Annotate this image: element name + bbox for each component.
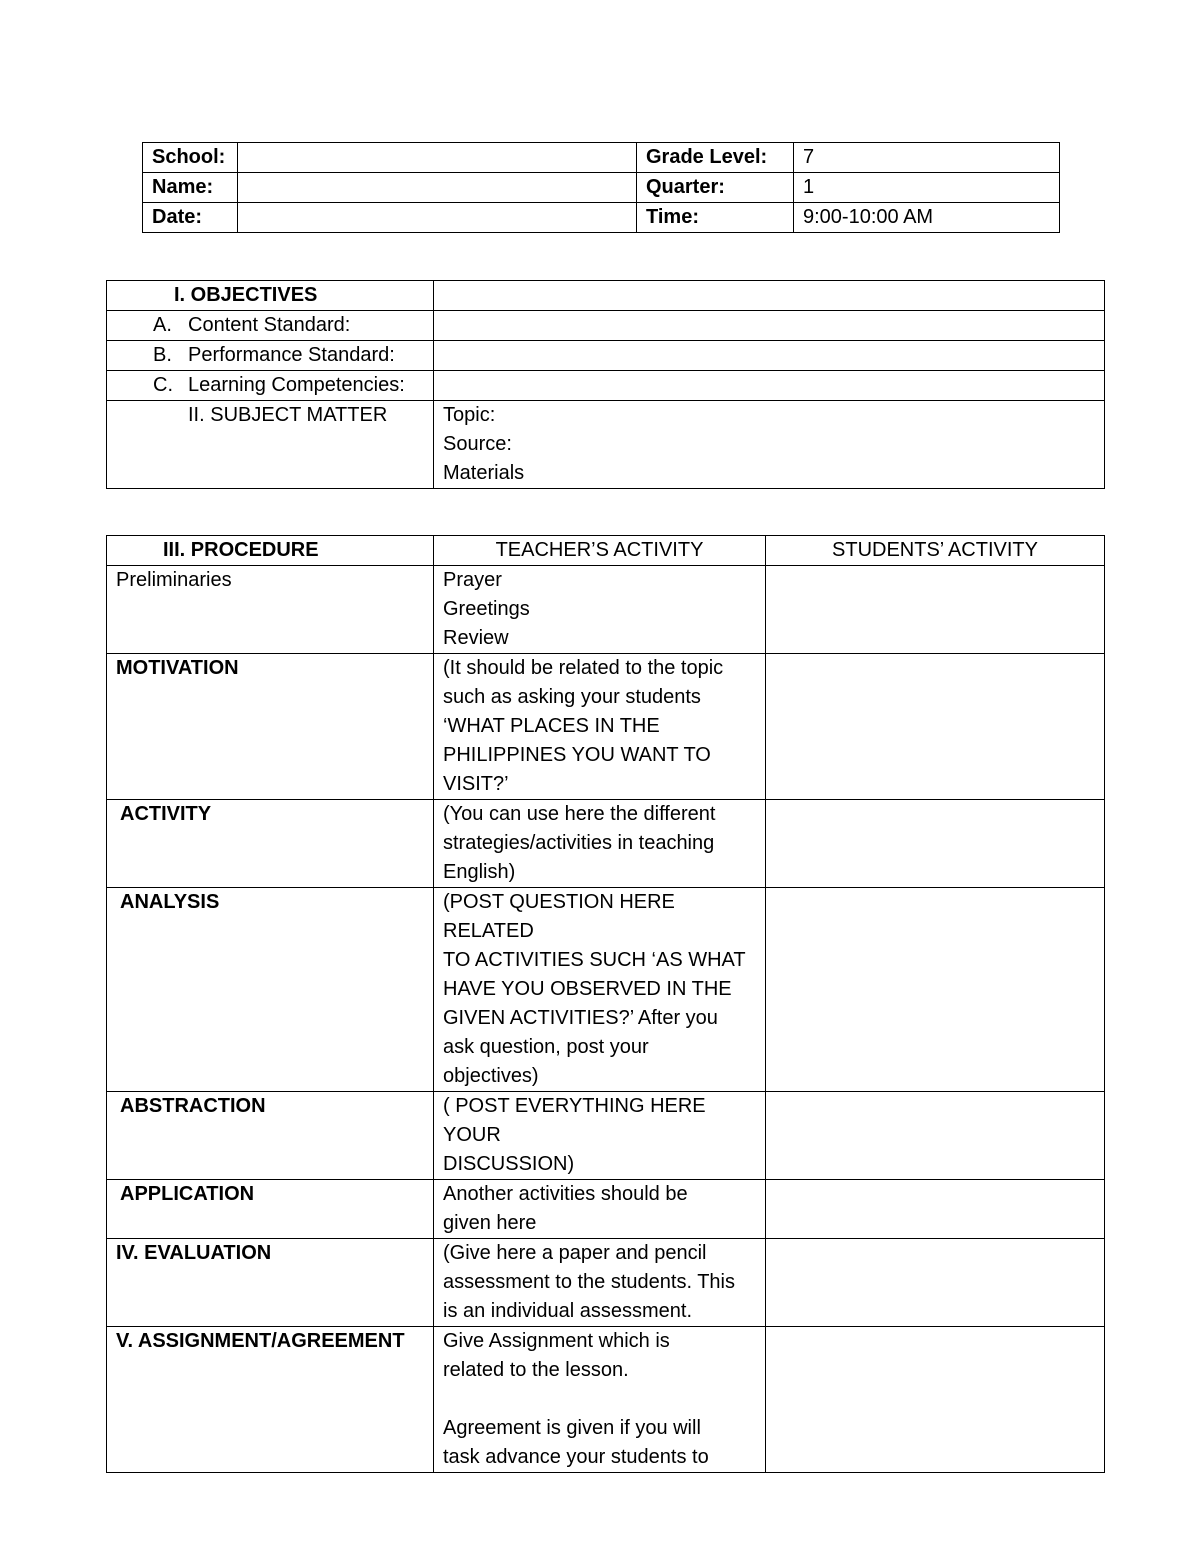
- teacher-activity-line: Agreement is given if you will: [443, 1417, 701, 1439]
- procedure-row: [107, 888, 1105, 1092]
- teacher-activity-line: English): [443, 861, 516, 883]
- students-activity-cell: [766, 888, 1105, 1092]
- teacher-activity-line: (POST QUESTION HERE RELATED: [443, 891, 675, 942]
- procedure-row: [107, 1239, 1105, 1327]
- quarter-label: Quarter:: [637, 173, 794, 203]
- objective-label: Content Standard:: [188, 314, 351, 336]
- subject-source: Source:: [443, 433, 512, 455]
- students-activity-cell: [766, 654, 1105, 800]
- procedure-row: [107, 1327, 1105, 1473]
- teacher-activity-col-header: TEACHER’S ACTIVITY: [434, 536, 766, 566]
- teacher-activity-line: strategies/activities in teaching: [443, 832, 715, 854]
- objective-row: [107, 341, 1105, 371]
- teacher-activity-cell: [434, 654, 766, 800]
- teacher-activity-line: ask question, post your: [443, 1036, 649, 1058]
- procedure-stage: ABSTRACTION: [120, 1095, 266, 1117]
- students-activity-col-header: STUDENTS’ ACTIVITY: [766, 536, 1105, 566]
- teacher-activity-cell: [434, 1327, 766, 1473]
- grade-level-label: Grade Level:: [637, 143, 794, 173]
- teacher-activity-line: such as asking your students: [443, 686, 701, 708]
- teacher-activity-line: is an individual assessment.: [443, 1300, 693, 1322]
- procedure-row: [107, 654, 1105, 800]
- header-row-date: [143, 203, 1060, 233]
- teacher-activity-line: ( POST EVERYTHING HERE YOUR: [443, 1095, 706, 1146]
- objective-letter: B.: [153, 344, 172, 366]
- teacher-activity-cell: [434, 1180, 766, 1239]
- teacher-activity-cell: [434, 1239, 766, 1327]
- teacher-activity-line: (You can use here the different: [443, 803, 716, 825]
- procedure-stage: ACTIVITY: [120, 803, 212, 825]
- teacher-activity-cell: [434, 888, 766, 1092]
- teacher-activity-cell: [434, 800, 766, 888]
- teacher-activity-line: given here: [443, 1212, 537, 1234]
- school-label: School:: [143, 143, 238, 173]
- procedure-row: [107, 1180, 1105, 1239]
- time-value: 9:00-10:00 AM: [794, 203, 1060, 233]
- teacher-activity-line: Review: [443, 627, 509, 649]
- objective-item: [116, 371, 424, 400]
- objective-row: [107, 371, 1105, 401]
- teacher-activity-line: related to the lesson.: [443, 1359, 629, 1381]
- teacher-activity-line: Another activities should be: [443, 1183, 688, 1205]
- teacher-activity-line: objectives): [443, 1065, 539, 1087]
- procedure-row: [107, 1092, 1105, 1180]
- teacher-activity-cell: [434, 1092, 766, 1180]
- procedure-stage: V. ASSIGNMENT/AGREEMENT: [107, 1327, 434, 1473]
- teacher-activity-line: HAVE YOU OBSERVED IN THE: [443, 978, 732, 1000]
- header-row-name: [143, 173, 1060, 203]
- name-label: Name:: [143, 173, 238, 203]
- teacher-activity-line: DISCUSSION): [443, 1153, 575, 1175]
- teacher-activity-line: GIVEN ACTIVITIES?’ After you: [443, 1007, 718, 1029]
- teacher-activity-line: Give Assignment which is: [443, 1330, 670, 1352]
- objectives-heading-row: [107, 281, 1105, 311]
- procedure-header-row: [107, 536, 1105, 566]
- procedure-stage: IV. EVALUATION: [107, 1239, 434, 1327]
- procedure-stage: ANALYSIS: [120, 891, 220, 913]
- teacher-activity-line: PHILIPPINES YOU WANT TO: [443, 744, 711, 766]
- objectives-table: [106, 280, 1105, 489]
- grade-level-value: 7: [794, 143, 1060, 173]
- subject-matter-row: [107, 401, 1105, 489]
- teacher-activity-line: ‘WHAT PLACES IN THE: [443, 715, 660, 737]
- teacher-activity-blank-line: [443, 1385, 756, 1414]
- date-label: Date:: [143, 203, 238, 233]
- students-activity-cell: [766, 566, 1105, 654]
- subject-materials: Materials: [443, 462, 525, 484]
- teacher-activity-line: (It should be related to the topic: [443, 657, 724, 679]
- objective-label: Performance Standard:: [188, 344, 395, 366]
- students-activity-cell: [766, 1180, 1105, 1239]
- objective-label: Learning Competencies:: [188, 374, 405, 396]
- teacher-activity-line: task advance your students to: [443, 1446, 709, 1468]
- procedure-table: [106, 535, 1105, 1473]
- time-label: Time:: [637, 203, 794, 233]
- teacher-activity-line: TO ACTIVITIES SUCH ‘AS WHAT: [443, 949, 746, 971]
- school-value: [238, 143, 637, 173]
- subject-matter-heading: II. SUBJECT MATTER: [188, 404, 388, 426]
- objectives-heading: I. OBJECTIVES: [174, 284, 318, 306]
- header-info-table: [142, 142, 1060, 233]
- teacher-activity-cell: [434, 566, 766, 654]
- date-value: [238, 203, 637, 233]
- objective-item: [116, 311, 424, 340]
- procedure-stage: APPLICATION: [120, 1183, 255, 1205]
- teacher-activity-line: assessment to the students. This: [443, 1271, 736, 1293]
- name-value: [238, 173, 637, 203]
- objective-letter: A.: [153, 314, 172, 336]
- teacher-activity-line: VISIT?’: [443, 773, 509, 795]
- procedure-row: [107, 566, 1105, 654]
- procedure-row: [107, 800, 1105, 888]
- teacher-activity-line: Greetings: [443, 598, 530, 620]
- procedure-stage: MOTIVATION: [107, 654, 434, 800]
- quarter-value: 1: [794, 173, 1060, 203]
- objective-row: [107, 311, 1105, 341]
- subject-topic: Topic:: [443, 404, 496, 426]
- procedure-col-header: III. PROCEDURE: [163, 539, 319, 561]
- students-activity-cell: [766, 1239, 1105, 1327]
- students-activity-cell: [766, 800, 1105, 888]
- procedure-stage: Preliminaries: [107, 566, 434, 654]
- header-row-school: [143, 143, 1060, 173]
- students-activity-cell: [766, 1327, 1105, 1473]
- students-activity-cell: [766, 1092, 1105, 1180]
- objective-item: [116, 341, 424, 370]
- objective-letter: C.: [153, 374, 173, 396]
- teacher-activity-line: Prayer: [443, 569, 502, 591]
- teacher-activity-line: (Give here a paper and pencil: [443, 1242, 707, 1264]
